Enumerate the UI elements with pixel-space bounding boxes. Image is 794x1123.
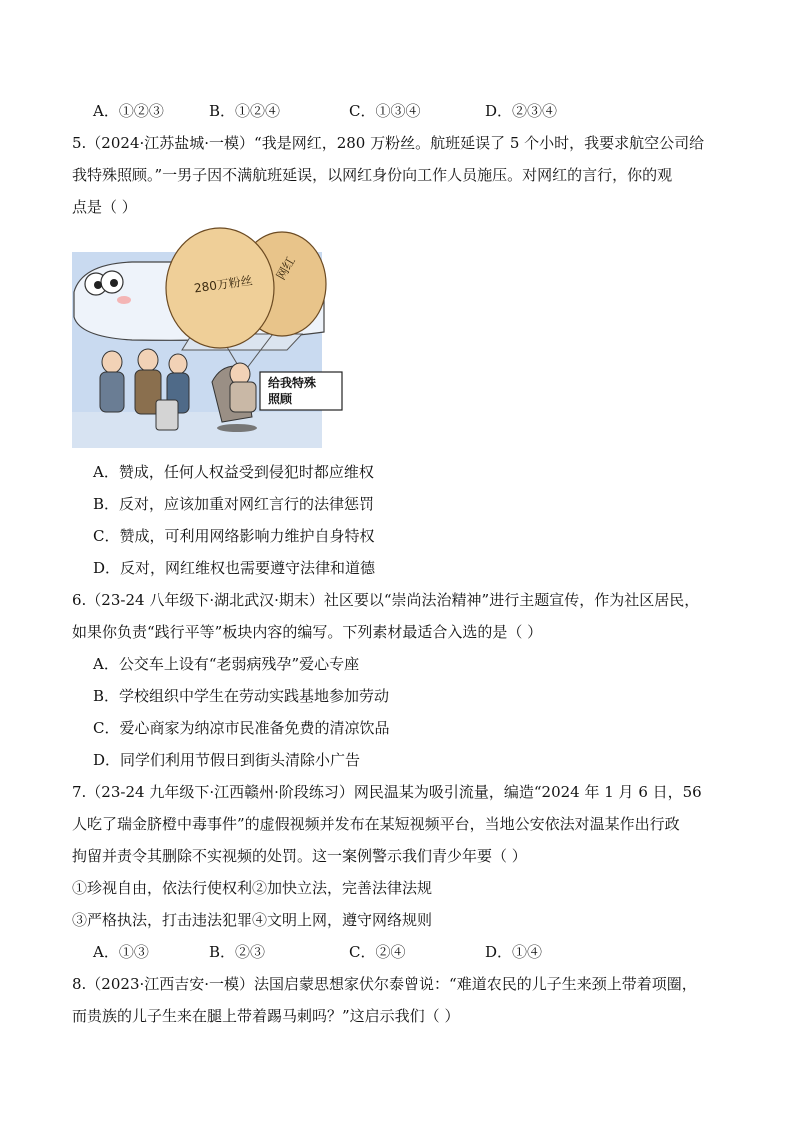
q4-option-b: B．①②④ bbox=[209, 102, 281, 120]
q5-option-b: B．反对，应该加重对网红言行的法律惩罚 bbox=[93, 495, 375, 513]
q5-stem-line-1: 5.（2024·江苏盐城·一模）“我是网红，280 万粉丝。航班延误了 5 个小时，我要求航空公司给 bbox=[72, 134, 705, 152]
balloon-left-label: 280万粉丝 bbox=[193, 273, 254, 296]
q6-option-b: B．学校组织中学生在劳动实践基地参加劳动 bbox=[93, 687, 390, 705]
airplane-pupil-left bbox=[94, 281, 102, 289]
q7-option-d: D．①④ bbox=[485, 943, 543, 961]
q4-option-d: D．②③④ bbox=[485, 102, 558, 120]
q8-stem-line-2: 而贵族的儿子生来在腿上带着踢马刺吗？”这启示我们（ ） bbox=[72, 1007, 460, 1025]
q7-stem-line-1: 7.（23-24 九年级下·江西赣州·阶段练习）网民温某为吸引流量，编造“2024 年 1 月 6 日，56 bbox=[72, 783, 702, 801]
q7-stem-line-2: 人吃了瑞金脐橙中毒事件”的虚假视频并发布在某短视频平台，当地公安依法对温某作出行政 bbox=[72, 815, 680, 833]
q4-option-c: C．①③④ bbox=[349, 102, 421, 120]
q5-option-a: A．赞成，任何人权益受到侵犯时都应维权 bbox=[93, 463, 374, 481]
airplane-cheek bbox=[117, 296, 131, 304]
q7-statement-2: ③严格执法，打击违法犯罪④文明上网，遵守网络规则 bbox=[72, 911, 433, 929]
q5-stem-line-3: 点是（ ） bbox=[72, 198, 137, 216]
q6-option-a: A．公交车上设有“老弱病残孕”爱心专座 bbox=[93, 655, 360, 673]
q7-statement-1: ①珍视自由，依法行使权利②加快立法，完善法律法规 bbox=[72, 879, 433, 897]
q6-stem-line-1: 6.（23-24 八年级下·湖北武汉·期末）社区要以“崇尚法治精神”进行主题宣传，作为社区居民， bbox=[72, 591, 700, 609]
airplane-pupil-right bbox=[110, 279, 118, 287]
speech-line-1: 给我特殊 bbox=[268, 376, 317, 390]
q6-option-c: C．爱心商家为纳凉市民准备免费的清凉饮品 bbox=[93, 719, 390, 737]
speech-line-2: 照顾 bbox=[268, 392, 293, 406]
q5-option-c: C．赞成，可利用网络影响力维护自身特权 bbox=[93, 527, 375, 545]
q4-option-a: A．①②③ bbox=[93, 102, 164, 120]
q5-stem-line-2: 我特殊照顾。”一男子因不满航班延误，以网红身份向工作人员施压。对网红的言行，你的观 bbox=[72, 166, 673, 184]
q7-stem-line-3: 拘留并责令其删除不实视频的处罚。这一案例警示我们青少年要（ ） bbox=[72, 847, 527, 865]
ground bbox=[72, 412, 322, 448]
q6-option-d: D．同学们利用节假日到街头清除小广告 bbox=[93, 751, 361, 769]
q8-stem-line-1: 8.（2023·江西吉安·一模）法国启蒙思想家伏尔泰曾说：“难道农民的儿子生来颈上带着项圈， bbox=[72, 975, 697, 993]
balloon-right-label: 网红 bbox=[273, 254, 298, 283]
q5-cartoon-figure bbox=[72, 222, 344, 448]
q5-option-d: D．反对，网红维权也需要遵守法律和道德 bbox=[93, 559, 376, 577]
q7-option-c: C．②④ bbox=[349, 943, 406, 961]
q6-stem-line-2: 如果你负责“践行平等”板块内容的编写。下列素材最适合入选的是（ ） bbox=[72, 623, 543, 641]
q7-option-b: B．②③ bbox=[209, 943, 266, 961]
q7-option-a: A．①③ bbox=[93, 943, 149, 961]
